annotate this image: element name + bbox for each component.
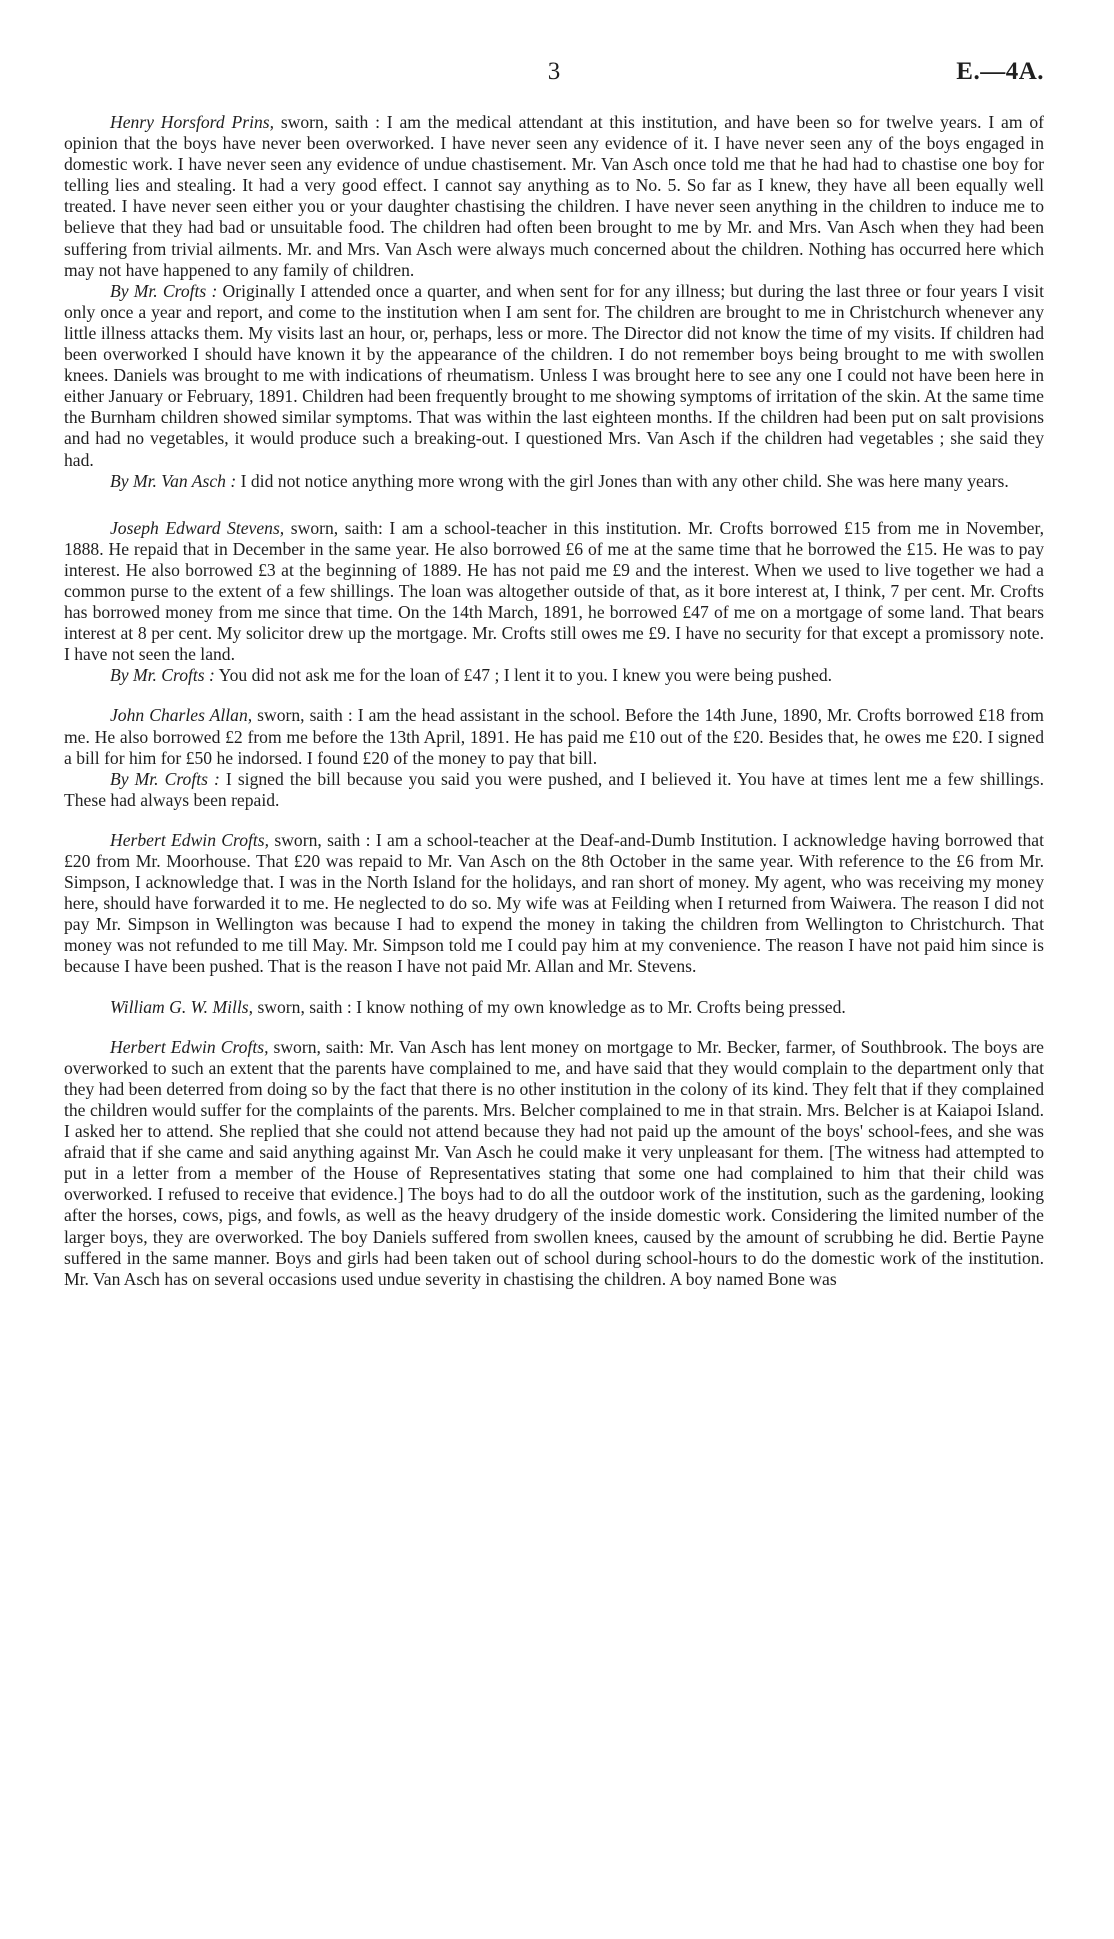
paragraph: [64, 769, 1044, 811]
speaker-name: Joseph Edward Stevens,: [110, 517, 285, 538]
speaker-name: By Mr. Van Asch :: [110, 470, 237, 491]
page-header: [64, 58, 1044, 88]
speaker-name: By Mr. Crofts :: [110, 665, 215, 686]
speaker-name: John Charles Allan,: [110, 705, 253, 726]
series-reference: E.—4A.: [956, 58, 1044, 85]
paragraph-text: sworn, saith : I am the head assistant in the school. Before the 14th June, 1890, Mr. Crofts borrowed £18 from me. He also borrowed £2 from me before the 13th April, 1891. He has paid me £10 out of the £20. Besides that, he owes me £20. I signed a bill for him for £50 he indorsed. I found £20 of the money to pay that bill.: [64, 705, 1044, 768]
paragraph: [64, 665, 1044, 686]
speaker-name: Herbert Edwin Crofts,: [110, 1036, 269, 1057]
paragraph: [64, 1037, 1044, 1290]
paragraph-text: sworn, saith : I know nothing of my own knowledge as to Mr. Crofts being pressed.: [253, 996, 846, 1017]
paragraph-text: Originally I attended once a quarter, and when sent for for any illness; but during the last three or four years I visit only once a year and report, and come to the institution when I am sent for. The children are brought to me in Christchurch whenever any little illness attacks them. My visits last an hour, or, perhaps, less or more. The Director did not know the time of my visits. If children had been overworked I should have known it by the appearance of the children. I do not remember boys being brought to me with swollen knees. Daniels was brought to me with indications of rheumatism. Unless I was brought here to see any one I could not have been here in either January or February, 1891. Children had been frequently brought to me showing symptoms of irritation of the skin. At the same time the Burnham children showed similar symptoms. That was within the last eighteen months. If the children had been put on salt provisions and had no vegetables, it would produce such a breaking-out. I questioned Mrs. Van Asch if the children had vegetables ; she said they had.: [64, 280, 1044, 470]
paragraph: [64, 705, 1044, 768]
speaker-name: Henry Horsford Prins,: [110, 112, 274, 132]
paragraph: [64, 830, 1044, 978]
paragraph-text: sworn, saith: I am a school-teacher in this institution. Mr. Crofts borrowed £15 from me in November, 1888. He repaid that in December in the same year. He also borrowed £6 of me at the same time that he borrowed the £15. He was to pay interest. He also borrowed £3 at the beginning of 1889. He has not paid me £9 and the interest. When we used to live together we had a common purse to the extent of a few shillings. The loan was altogether outside of that, as it bore interest at, I think, 7 per cent. Mr. Crofts has borrowed money from me since that time. On the 14th March, 1891, he borrowed £47 of me on a mortgage of some land. That bears interest at 8 per cent. My solicitor drew up the mortgage. Mr. Crofts still owes me £9. I have no security for that except a promissory note. I have not seen the land.: [64, 517, 1045, 665]
paragraph-text: sworn, saith : I am a school-teacher at the Deaf-and-Dumb Institution. I acknowledge having borrowed that £20 from Mr. Moorhouse. That £20 was repaid to Mr. Van Asch on the 8th October in the same year. With reference to the £6 from Mr. Simpson, I acknowledge that. I was in the North Island for the holidays, and ran short of money. My agent, who was receiving my money here, should have forwarded it to me. He neglected to do so. My wife was at Feilding when I returned from Waiwera. The reason I did not pay Mr. Simpson in Wellington was because I had to expend the money in taking the children from Wellington to Christchurch. That money was not refunded to me till May. Mr. Simpson told me I could pay him at my convenience. The reason I have not paid him since is because I have been pushed. That is the reason I have not paid Mr. Allan and Mr. Stevens.: [64, 829, 1044, 977]
speaker-name: William G. W. Mills,: [110, 996, 254, 1017]
paragraph: [64, 471, 1044, 492]
document-body: [64, 112, 1044, 1290]
paragraph-text: You did not ask me for the loan of £47 ; I lent it to you. I knew you were being pushed.: [214, 665, 833, 686]
page-number: 3: [547, 58, 561, 85]
speaker-name: By Mr. Crofts :: [110, 280, 218, 301]
paragraph-text: sworn, saith : I am the medical attendant at this institution, and have been so for twelve years. I am of opinion that the boys have never been overworked. I have never seen any evidence of it. I have never seen any of the boys engaged in domestic work. I have never seen any evidence of undue chastisement. Mr. Van Asch once told me that he had had to chastise one boy for telling lies and stealing. It had a very good effect. I cannot say anything as to No. 5. So far as I knew, they have all been equally well treated. I have never seen either you or your daughter chastising the children. I have never seen anything in the children to induce me to believe that they had bad or unsuitable food. The children had often been brought to me by Mr. and Mrs. Van Asch when they had been suffering from trivial ailments. Mr. and Mrs. Van Asch were always much concerned about the children. Nothing has occurred here which may not have happened to any family of children.: [64, 112, 1044, 280]
paragraph: [64, 518, 1044, 666]
paragraph-text: sworn, saith: Mr. Van Asch has lent money on mortgage to Mr. Becker, farmer, of Southbrook. The boys are overworked to such an extent that the parents have complained to me, and have said that they would complain to the department only that they had been deterred from doing so by the fact that there is no other institution in the colony of its kind. They felt that if they complained the children would suffer for the complaints of the parents. Mrs. Belcher complained to me in that strain. Mrs. Belcher is at Kaiapoi Island. I asked her to attend. She replied that she could not attend because they had not paid up the amount of the boys' school-fees, and she was afraid that if she came and said anything against Mr. Van Asch he could make it very unpleasant for them. [The witness had attempted to put in a letter from a member of the House of Representatives stating that some one had complained to him that their child was overworked. I refused to receive that evidence.] The boys had to do all the outdoor work of the institution, such as the gardening, looking after the horses, cows, pigs, and fowls, as well as the heavy drudgery of the inside domestic work. Considering the limited number of the larger boys, they are overworked. The boy Daniels suffered from swollen knees, caused by the amount of scrubbing he did. Bertie Payne suffered in the same manner. Boys and girls had been taken out of school during school-hours to do the domestic work of the institution. Mr. Van Asch has on several occasions used undue severity in chastising the children. A boy named Bone was: [64, 1036, 1044, 1289]
paragraph: [64, 281, 1044, 471]
speaker-name: Herbert Edwin Crofts,: [110, 829, 270, 850]
speaker-name: By Mr. Crofts :: [110, 768, 220, 789]
paragraph: [64, 997, 1044, 1018]
paragraph-text: I signed the bill because you said you were pushed, and I believed it. You have at times lent me a few shillings. These had always been repaid.: [64, 768, 1044, 810]
paragraph-text: I did not notice anything more wrong with the girl Jones than with any other child. She was here many years.: [236, 470, 1009, 491]
paragraph: [64, 112, 1044, 281]
